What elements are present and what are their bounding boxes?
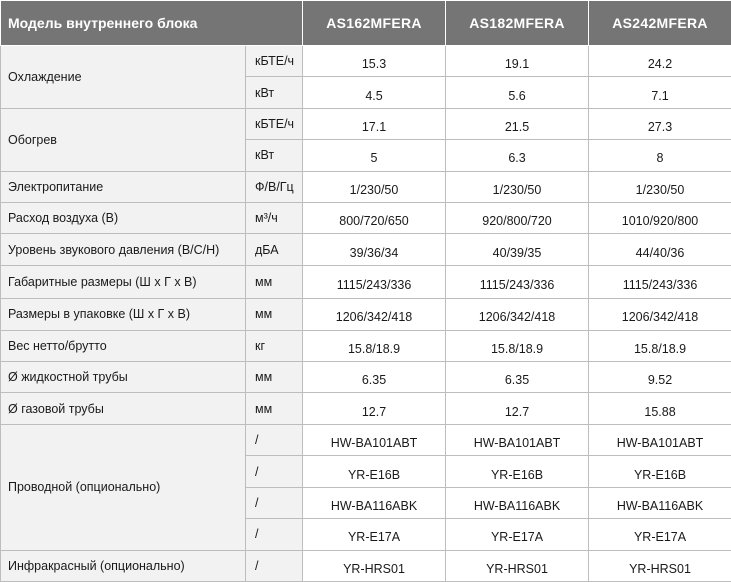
value-cell: YR-E17A: [589, 519, 731, 550]
param-cooling: Охлаждение: [1, 46, 246, 109]
table-row: [1, 424, 731, 455]
value-cell: YR-E16B: [589, 456, 731, 487]
value-cell: 1115/243/336: [589, 265, 731, 298]
param-gas-pipe: Ø газовой трубы: [1, 393, 246, 424]
unit-cell: кБТЕ/ч: [246, 108, 303, 139]
unit-cell: кБТЕ/ч: [246, 46, 303, 77]
value-cell: 44/40/36: [589, 234, 731, 265]
value-cell: 12.7: [303, 393, 446, 424]
value-cell: 24.2: [589, 46, 731, 77]
unit-cell: /: [246, 424, 303, 455]
value-cell: 6.3: [446, 140, 589, 171]
value-cell: 8: [589, 140, 731, 171]
param-sound-pressure: Уровень звукового давления (В/С/Н): [1, 234, 246, 265]
value-cell: 1206/342/418: [446, 299, 589, 330]
value-cell: YR-HRS01: [303, 550, 446, 581]
value-cell: 5: [303, 140, 446, 171]
table-row: [1, 299, 731, 330]
header-row: [1, 1, 731, 46]
param-dimensions: Габаритные размеры (Ш х Г х В): [1, 265, 246, 298]
value-cell: 4.5: [303, 77, 446, 108]
value-cell: 15.8/18.9: [446, 330, 589, 361]
value-cell: YR-E16B: [446, 456, 589, 487]
unit-cell: /: [246, 519, 303, 550]
unit-cell: мм: [246, 362, 303, 393]
value-cell: 27.3: [589, 108, 731, 139]
value-cell: 19.1: [446, 46, 589, 77]
value-cell: 6.35: [303, 362, 446, 393]
value-cell: 1/230/50: [589, 171, 731, 202]
value-cell: 1206/342/418: [303, 299, 446, 330]
value-cell: 800/720/650: [303, 203, 446, 234]
unit-cell: /: [246, 550, 303, 581]
param-air-flow: Расход воздуха (В): [1, 203, 246, 234]
unit-cell: кг: [246, 330, 303, 361]
unit-cell: мм: [246, 299, 303, 330]
value-cell: YR-E17A: [303, 519, 446, 550]
value-cell: 920/800/720: [446, 203, 589, 234]
value-cell: YR-E16B: [303, 456, 446, 487]
value-cell: 1/230/50: [446, 171, 589, 202]
table-row: [1, 46, 731, 77]
value-cell: 1206/342/418: [589, 299, 731, 330]
table-row: [1, 171, 731, 202]
table-row: [1, 203, 731, 234]
param-heating: Обогрев: [1, 108, 246, 171]
unit-cell: мм: [246, 393, 303, 424]
table-row: [1, 234, 731, 265]
param-packed-dimensions: Размеры в упаковке (Ш х Г х В): [1, 299, 246, 330]
header-param: Модель внутреннего блока: [1, 1, 303, 46]
unit-cell: кВт: [246, 140, 303, 171]
table-row: [1, 330, 731, 361]
unit-cell: /: [246, 456, 303, 487]
value-cell: 15.8/18.9: [589, 330, 731, 361]
param-liquid-pipe: Ø жидкостной трубы: [1, 362, 246, 393]
value-cell: 17.1: [303, 108, 446, 139]
unit-cell: дБА: [246, 234, 303, 265]
table-row: [1, 265, 731, 298]
value-cell: 9.52: [589, 362, 731, 393]
table-row: [1, 362, 731, 393]
param-ir-controller: Инфракрасный (опционально): [1, 550, 246, 581]
param-weight: Вес нетто/брутто: [1, 330, 246, 361]
value-cell: 39/36/34: [303, 234, 446, 265]
value-cell: 7.1: [589, 77, 731, 108]
value-cell: HW-BA101ABT: [303, 424, 446, 455]
value-cell: 1010/920/800: [589, 203, 731, 234]
value-cell: HW-BA101ABT: [589, 424, 731, 455]
value-cell: YR-HRS01: [446, 550, 589, 581]
value-cell: HW-BA116ABK: [589, 487, 731, 518]
value-cell: YR-E17A: [446, 519, 589, 550]
value-cell: 1115/243/336: [303, 265, 446, 298]
value-cell: 6.35: [446, 362, 589, 393]
value-cell: 5.6: [446, 77, 589, 108]
header-model-1: AS162MFERA: [303, 1, 446, 46]
table-row: [1, 393, 731, 424]
value-cell: HW-BA116ABK: [303, 487, 446, 518]
unit-cell: м³/ч: [246, 203, 303, 234]
header-model-3: AS242MFERA: [589, 1, 731, 46]
value-cell: HW-BA116ABK: [446, 487, 589, 518]
value-cell: YR-HRS01: [589, 550, 731, 581]
value-cell: HW-BA101ABT: [446, 424, 589, 455]
unit-cell: /: [246, 487, 303, 518]
param-power-supply: Электропитание: [1, 171, 246, 202]
unit-cell: мм: [246, 265, 303, 298]
table-row: [1, 550, 731, 581]
value-cell: 1/230/50: [303, 171, 446, 202]
unit-cell: Ф/В/Гц: [246, 171, 303, 202]
value-cell: 15.8/18.9: [303, 330, 446, 361]
value-cell: 21.5: [446, 108, 589, 139]
value-cell: 1115/243/336: [446, 265, 589, 298]
param-wired-controller: Проводной (опционально): [1, 424, 246, 550]
value-cell: 15.88: [589, 393, 731, 424]
value-cell: 15.3: [303, 46, 446, 77]
header-model-2: AS182MFERA: [446, 1, 589, 46]
value-cell: 40/39/35: [446, 234, 589, 265]
table-row: [1, 108, 731, 139]
unit-cell: кВт: [246, 77, 303, 108]
value-cell: 12.7: [446, 393, 589, 424]
